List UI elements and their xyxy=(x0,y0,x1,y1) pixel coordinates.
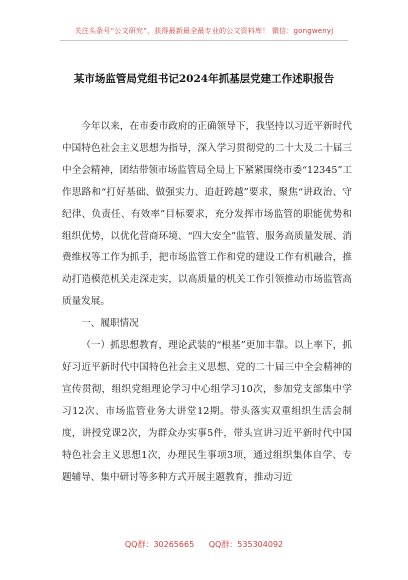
header-divider xyxy=(60,40,348,41)
qq-group-1: QQ群：30265665 xyxy=(124,540,195,549)
section-paragraph: （一）抓思想教育，理论武装的“根基”更加丰靠。以上率下，抓好习近平新时代中国特色社会主义思想、党的二十届三中全会精神的宣传贯彻，组织党组理论学习中心组学习10次，参加党支部集中学习12次、市场监管业务大讲堂12期。带头落实双重组织生活会制度，讲授党课2次，为群众办实事5件，带头宣讲习近平新时代中国特色社会主义思想1次，办理民生事项3项，通过组织集体自学、专题辅导、集中研讨等多种方式开展主题教育，推动习近 xyxy=(62,340,352,483)
intro-paragraph: 今年以来，在市委市政府的正确领导下，我坚持以习近平新时代中国特色社会主义思想为指导，深入学习贯彻党的二十大及二十届三中全会精神，团结带领市场监管局全局上下紧紧围绕市委“12345”工作思路和“打好基础、做强实力、追赶跨越”要求，聚焦“讲政治、守纪律、负责任、有效率”目标要求，充分发挥市场监管的职能优势和组织优势，以优化营商环境、“四大安全”监管、服务高质量发展、消费维权等工作为抓手，把市场监管工作和党的建设工作有机融合，推动打造模范机关走深走实，以高质量的机关工作引领推动市场监管高质量发展。 xyxy=(62,121,352,308)
footer-contact xyxy=(0,539,408,550)
qq-group-2: QQ群：535304092 xyxy=(208,540,284,549)
document-body xyxy=(62,116,352,488)
document-title: 某市场监管局党组书记2024年抓基层党建工作述职报告 xyxy=(73,73,335,85)
header-promo-text: 关注头条号“公文研究”，获得最新最全最专业的公文资料库！ 微信：gongwenyj xyxy=(74,27,334,35)
section-heading: 一、履职情况 xyxy=(81,318,139,330)
